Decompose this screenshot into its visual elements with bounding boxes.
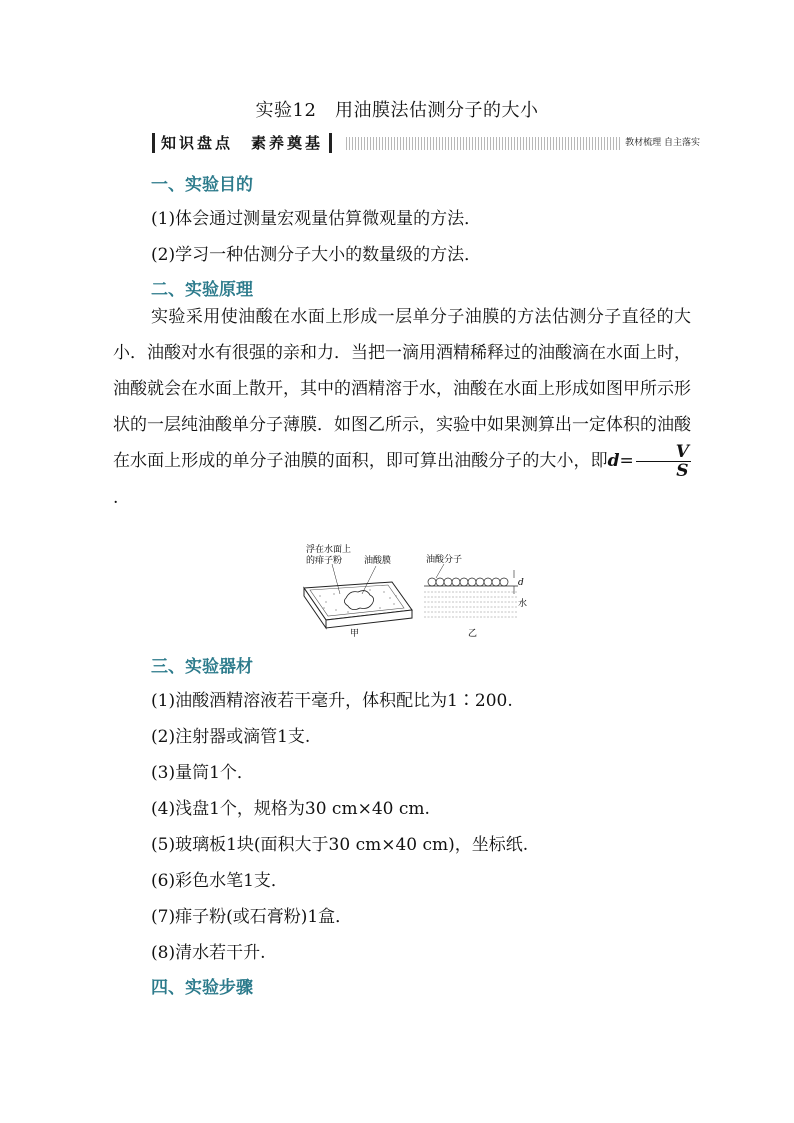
formula-eq: =: [619, 451, 634, 471]
page-title: 实验12 用油膜法估测分子的大小: [255, 100, 539, 121]
formula-fraction: [636, 443, 691, 480]
oil-film-figure: [296, 540, 536, 640]
material-item-5: (5)玻璃板1块(面积大于30 cm×40 cm)，坐标纸.: [151, 835, 529, 855]
heading-steps: 四、实验步骤: [151, 978, 253, 998]
section-banner: [152, 133, 704, 153]
material-item-8: (8)清水若干升.: [151, 943, 266, 963]
banner-right-label: 教材梳理 自主落实: [621, 137, 704, 150]
label-water: 水: [518, 599, 528, 609]
material-item-7: (7)痱子粉(或石膏粉)1盒．: [151, 907, 353, 927]
material-item-3: (3)量筒1个．: [151, 763, 254, 783]
formula-d: d: [607, 451, 620, 471]
label-oil-film: 油酸膜: [364, 556, 392, 566]
label-powder-2: 的痱子粉: [306, 556, 343, 566]
formula-end: .: [113, 488, 119, 508]
material-item-1: (1)油酸酒精溶液若干毫升，体积配比为1∶200.: [151, 691, 513, 711]
formula-numerator: V: [636, 443, 691, 462]
formula-denominator: S: [676, 461, 689, 481]
material-item-2: (2)注射器或滴管1支.: [151, 727, 311, 747]
label-oil-molecule: 油酸分子: [426, 555, 463, 565]
tray-diagram: [304, 543, 412, 639]
caption-yi: 乙: [468, 629, 478, 639]
purpose-item-2: (2)学习一种估测分子大小的数量级的方法．: [151, 245, 482, 265]
banner-left-label: 知识盘点 素养奠基: [152, 133, 332, 153]
figure-svg: [296, 540, 536, 640]
label-powder-1: 浮在水面上: [306, 545, 352, 555]
purpose-item-1: (1)体会通过测量宏观量估算微观量的方法．: [151, 209, 482, 229]
heading-materials: 三、实验器材: [151, 657, 253, 677]
material-item-6: (6)彩色水笔1支．: [151, 871, 288, 891]
monolayer-diagram: [424, 553, 527, 639]
caption-jia: 甲: [350, 629, 360, 639]
principle-text: 实验采用使油酸在水面上形成一层单分子油膜的方法估测分子直径的大小．油酸对水有很强的亲和力．当把一滴用酒精稀释过的油酸滴在水面上时，油酸就会在水面上散开，其中的酒精溶于水，油酸在水面上形成如图甲所示形状的一层纯油酸单分子薄膜．如图乙所示，实验中如果测算出一定体积的油酸在水面上形成的单分子油膜的面积，即可算出油酸分子的大小，即: [113, 307, 691, 471]
molecule-row: [428, 578, 508, 586]
material-item-4: (4)浅盘1个，规格为30 cm×40 cm.: [151, 799, 430, 819]
heading-principle: 二、实验原理: [151, 280, 253, 300]
heading-purpose: 一、实验目的: [151, 175, 253, 195]
label-d: d: [518, 578, 524, 588]
principle-paragraph: [113, 299, 691, 516]
